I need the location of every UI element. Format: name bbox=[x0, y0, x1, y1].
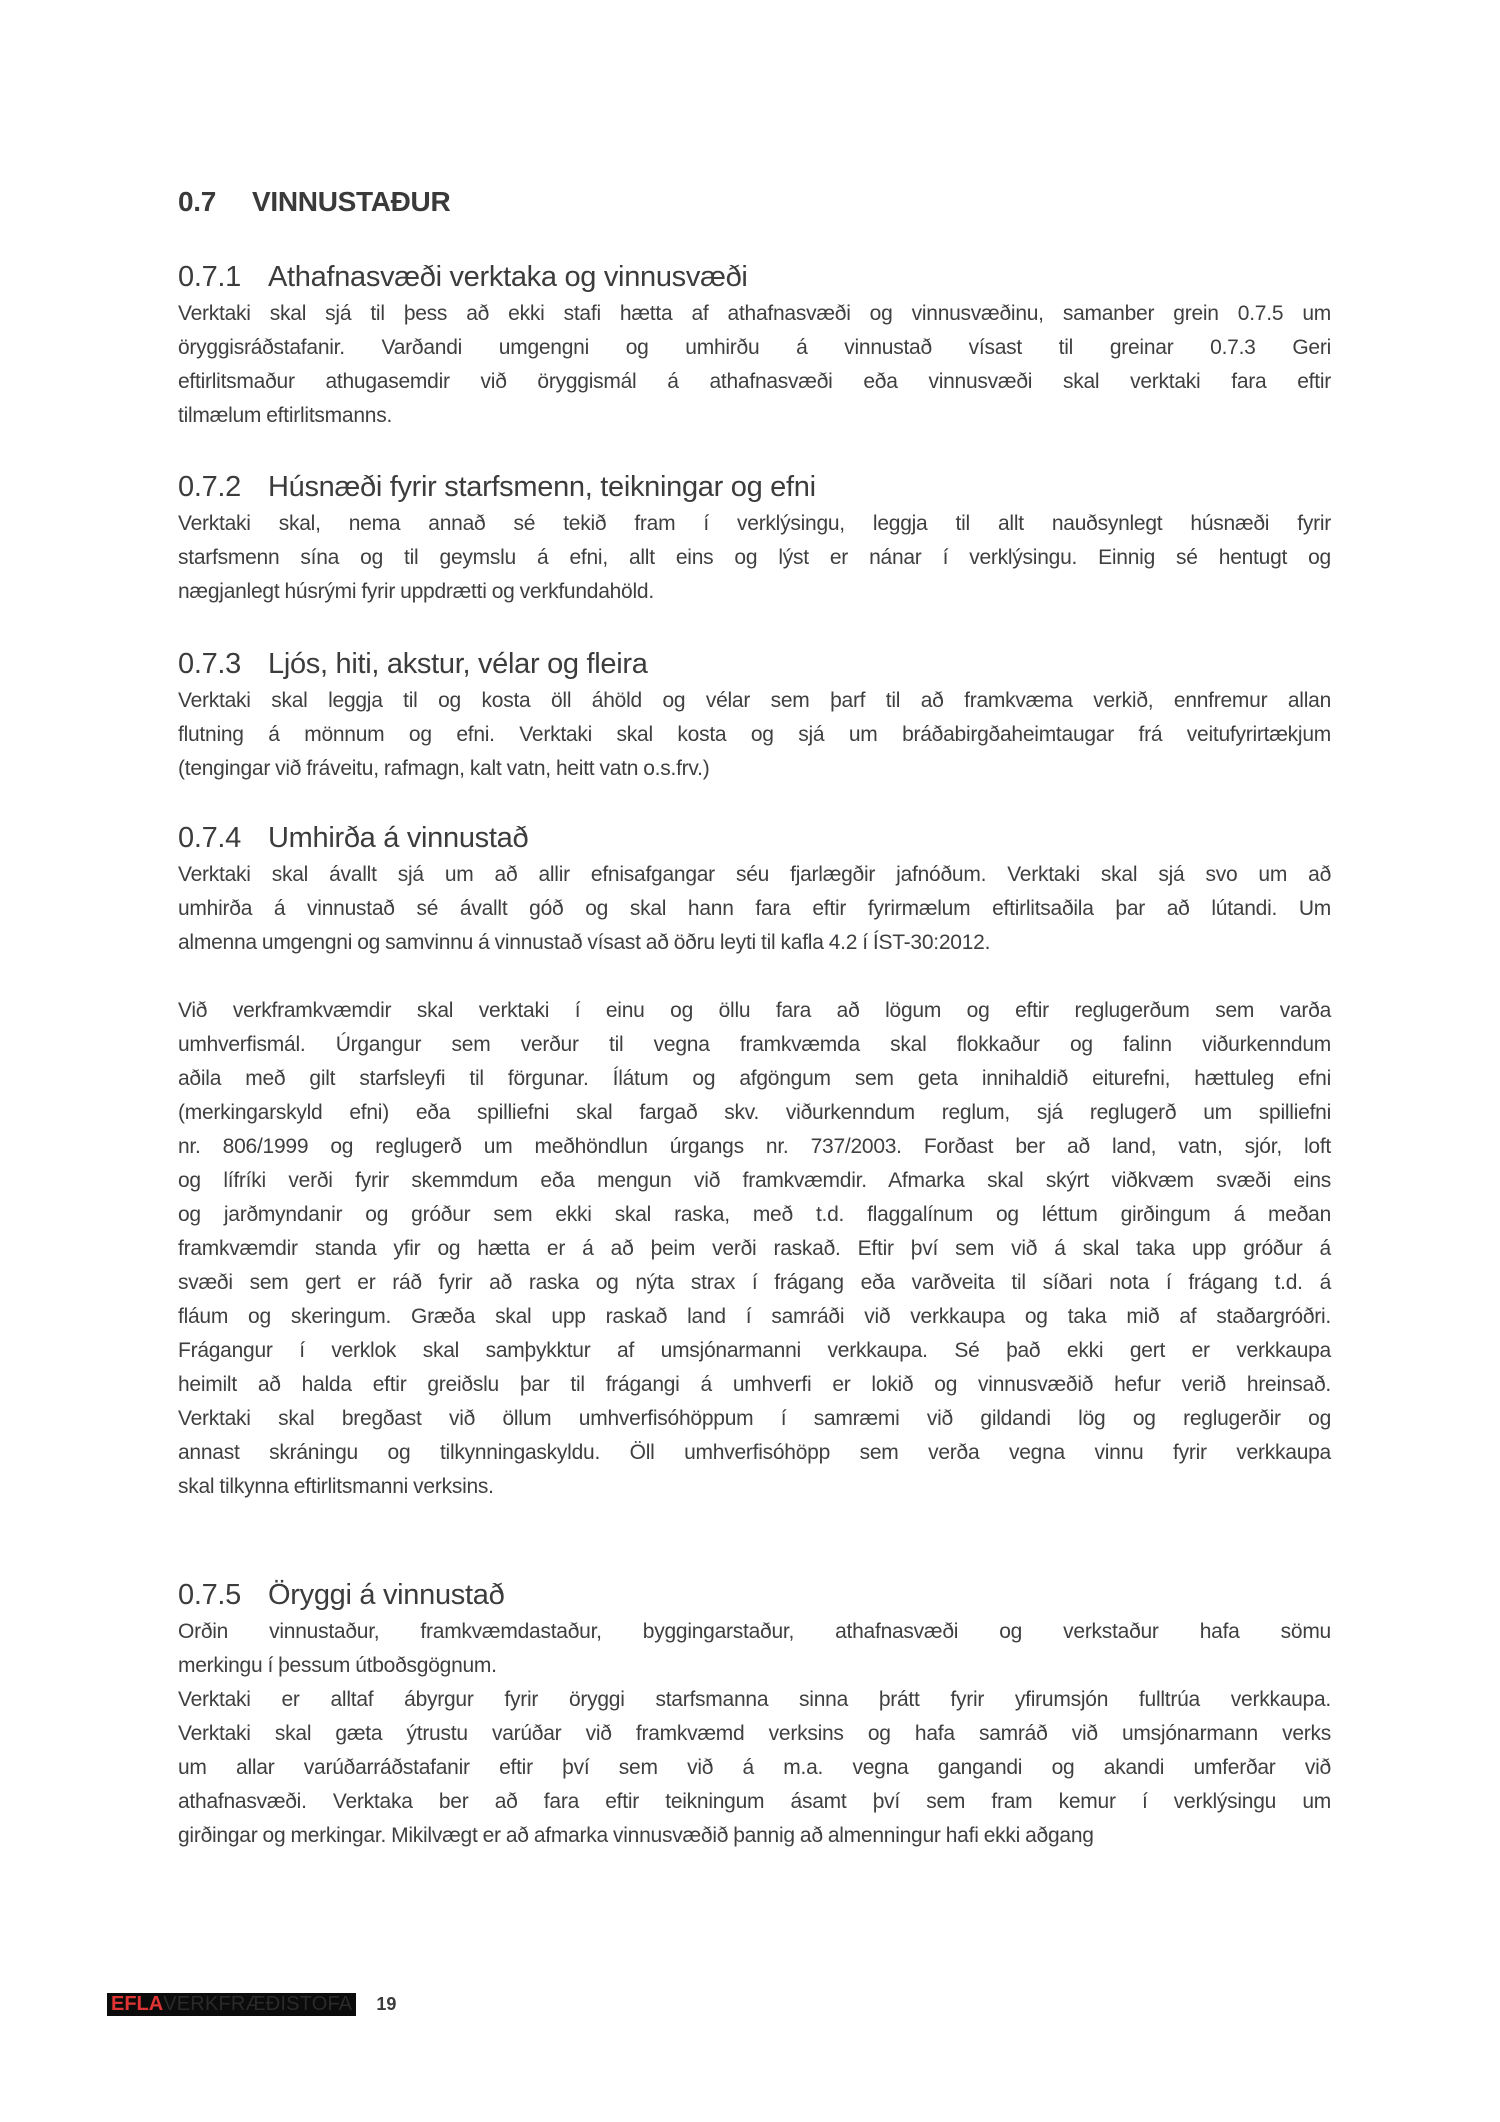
chapter-title: VINNUSTAÐUR bbox=[252, 186, 451, 217]
paragraph bbox=[178, 1683, 1331, 1853]
text-line: Verktaki skal bregðast við öllum umhverfisóhöppum í samræmi við gildandi lög og reglugerðir og bbox=[178, 1407, 1331, 1430]
text-line: og lífríki verði fyrir skemmdum eða mengun við framkvæmdir. Afmarka skal skýrt viðkvæm svæði eins bbox=[178, 1169, 1331, 1192]
section-number: 0.7.3 bbox=[178, 648, 241, 680]
paragraph bbox=[178, 297, 1331, 433]
page-number: 19 bbox=[376, 1994, 397, 2014]
section-0-7-5 bbox=[178, 1577, 1331, 1853]
text-line: (tengingar við fráveitu, rafmagn, kalt vatn, heitt vatn o.s.frv.) bbox=[178, 757, 710, 780]
paragraph-spacer bbox=[178, 960, 1331, 994]
section-heading bbox=[178, 469, 1331, 507]
text-line: tilmælum eftirlitsmanns. bbox=[178, 404, 393, 427]
paragraph bbox=[178, 1615, 1331, 1683]
text-line: Verktaki skal sjá til þess að ekki stafi hætta af athafnasvæði og vinnusvæðinu, samanber grein 0.7.5 um bbox=[178, 302, 1331, 325]
section-title: Umhirða á vinnustað bbox=[268, 822, 529, 854]
section-0-7-3 bbox=[178, 646, 1331, 786]
section-heading bbox=[178, 646, 1331, 684]
section-number: 0.7.1 bbox=[178, 261, 241, 293]
paragraph bbox=[178, 858, 1331, 960]
text-line: Verktaki skal leggja til og kosta öll áhöld og vélar sem þarf til að framkvæma verkið, ennfremur allan bbox=[178, 689, 1331, 712]
section-0-7-2 bbox=[178, 469, 1331, 609]
text-line: umhirða á vinnustað sé ávallt góð og skal hann fara eftir fyrirmælum eftirlitsaðila þar að lútandi. Um bbox=[178, 897, 1331, 920]
logo-brand: EFLA bbox=[111, 1993, 164, 2015]
text-line: umhverfismál. Úrgangur sem verður til vegna framkvæmda skal flokkaður og falinn viðurkenndum bbox=[178, 1033, 1331, 1056]
section-title: Húsnæði fyrir starfsmenn, teikningar og efni bbox=[268, 471, 816, 503]
text-line: Orðin vinnustaður, framkvæmdastaður, byggingarstaður, athafnasvæði og verkstaður hafa sömu bbox=[178, 1620, 1331, 1643]
section-heading bbox=[178, 259, 1331, 297]
text-line: Verktaki er alltaf ábyrgur fyrir öryggi starfsmanna sinna þrátt fyrir yfirumsjón fulltrúa verkkaupa. bbox=[178, 1688, 1331, 1711]
text-line: eftirlitsmaður athugasemdir við öryggismál á athafnasvæði eða vinnusvæði skal verktaki fara eftir bbox=[178, 370, 1331, 393]
text-line: girðingar og merkingar. Mikilvægt er að afmarka vinnusvæðið þannig að almenningur hafi ekki aðgang bbox=[178, 1824, 1094, 1847]
section-0-7-1 bbox=[178, 259, 1331, 433]
text-line: Verktaki skal gæta ýtrustu varúðar við framkvæmd verksins og hafa samráð við umsjónarmann verks bbox=[178, 1722, 1331, 1745]
text-line: heimilt að halda eftir greiðslu þar til frágangi á umhverfi er lokið og vinnusvæðið hefur verið hreinsað. bbox=[178, 1373, 1331, 1396]
paragraph bbox=[178, 684, 1331, 786]
text-line: merkingu í þessum útboðsgögnum. bbox=[178, 1654, 497, 1677]
text-line: Verktaki skal, nema annað sé tekið fram í verklýsingu, leggja til allt nauðsynlegt húsnæði fyrir bbox=[178, 512, 1331, 535]
text-line: aðila með gilt starfsleyfi til förgunar. Ílátum og afgöngum sem geta innihaldið eiturefni, hættuleg efni bbox=[178, 1067, 1331, 1090]
text-line: starfsmenn sína og til geymslu á efni, allt eins og lýst er nánar í verklýsingu. Einnig sé hentugt og bbox=[178, 546, 1331, 569]
text-line: Verktaki skal ávallt sjá um að allir efnisafgangar séu fjarlægðir jafnóðum. Verktaki skal sjá svo um að bbox=[178, 863, 1331, 886]
text-line: flutning á mönnum og efni. Verktaki skal kosta og sjá um bráðabirgðaheimtaugar frá veitufyrirtækjum bbox=[178, 723, 1331, 746]
section-heading bbox=[178, 1577, 1331, 1615]
text-line: nr. 806/1999 og reglugerð um meðhöndlun úrgangs nr. 737/2003. Forðast ber að land, vatn, sjór, loft bbox=[178, 1135, 1331, 1158]
chapter-number: 0.7 bbox=[178, 186, 217, 217]
section-heading bbox=[178, 820, 1331, 858]
section-title: Athafnasvæði verktaka og vinnusvæði bbox=[268, 261, 748, 293]
text-line: svæði sem gert er ráð fyrir að raska og nýta strax í frágang eða varðveita til síðari nota í frágang t.d. á bbox=[178, 1271, 1331, 1294]
text-line: skal tilkynna eftirlitsmanni verksins. bbox=[178, 1475, 494, 1498]
section-number: 0.7.2 bbox=[178, 471, 241, 503]
paragraph bbox=[178, 507, 1331, 609]
text-line: annast skráningu og tilkynningaskyldu. Öll umhverfisóhöpp sem verða vegna vinnu fyrir verkkaupa bbox=[178, 1441, 1331, 1464]
logo-subtitle: VERKFRÆÐISTOFA bbox=[163, 1993, 353, 2015]
section-0-7-4 bbox=[178, 820, 1331, 1504]
text-line: öryggisráðstafanir. Varðandi umgengni og umhirðu á vinnustað vísast til greinar 0.7.3 Geri bbox=[178, 336, 1331, 359]
paragraph bbox=[178, 994, 1331, 1504]
text-line: Frágangur í verklok skal samþykktur af umsjónarmanni verkkaupa. Sé það ekki gert er verkkaupa bbox=[178, 1339, 1331, 1362]
section-number: 0.7.4 bbox=[178, 822, 241, 854]
text-line: athafnasvæði. Verktaka ber að fara eftir teikningum ásamt því sem fram kemur í verklýsingu um bbox=[178, 1790, 1331, 1813]
section-title: Öryggi á vinnustað bbox=[268, 1579, 505, 1611]
text-line: (merkingarskyld efni) eða spilliefni skal fargað skv. viðurkenndum reglum, sjá reglugerð um spilliefni bbox=[178, 1101, 1331, 1124]
section-number: 0.7.5 bbox=[178, 1579, 241, 1611]
page-footer bbox=[107, 1993, 396, 2016]
text-line: Við verkframkvæmdir skal verktaki í einu og öllu fara að lögum og eftir reglugerðum sem varða bbox=[178, 999, 1331, 1022]
text-line: framkvæmdir standa yfir og hætta er á að þeim verði raskað. Eftir því sem við á skal taka upp gróður á bbox=[178, 1237, 1331, 1260]
efla-logo bbox=[107, 1993, 356, 2016]
section-title: Ljós, hiti, akstur, vélar og fleira bbox=[268, 648, 648, 680]
chapter-heading bbox=[178, 184, 450, 220]
text-line: nægjanlegt húsrými fyrir uppdrætti og verkfundahöld. bbox=[178, 580, 654, 603]
text-line: um allar varúðarráðstafanir eftir því sem við á m.a. vegna gangandi og akandi umferðar við bbox=[178, 1756, 1331, 1779]
text-line: fláum og skeringum. Græða skal upp raskað land í samráði við verkkaupa og taka mið af staðargróðri. bbox=[178, 1305, 1331, 1328]
text-line: og jarðmyndanir og gróður sem ekki skal raska, með t.d. flaggalínum og léttum girðingum á meðan bbox=[178, 1203, 1331, 1226]
text-line: almenna umgengni og samvinnu á vinnustað vísast að öðru leyti til kafla 4.2 í ÍST-30:2012. bbox=[178, 931, 991, 954]
